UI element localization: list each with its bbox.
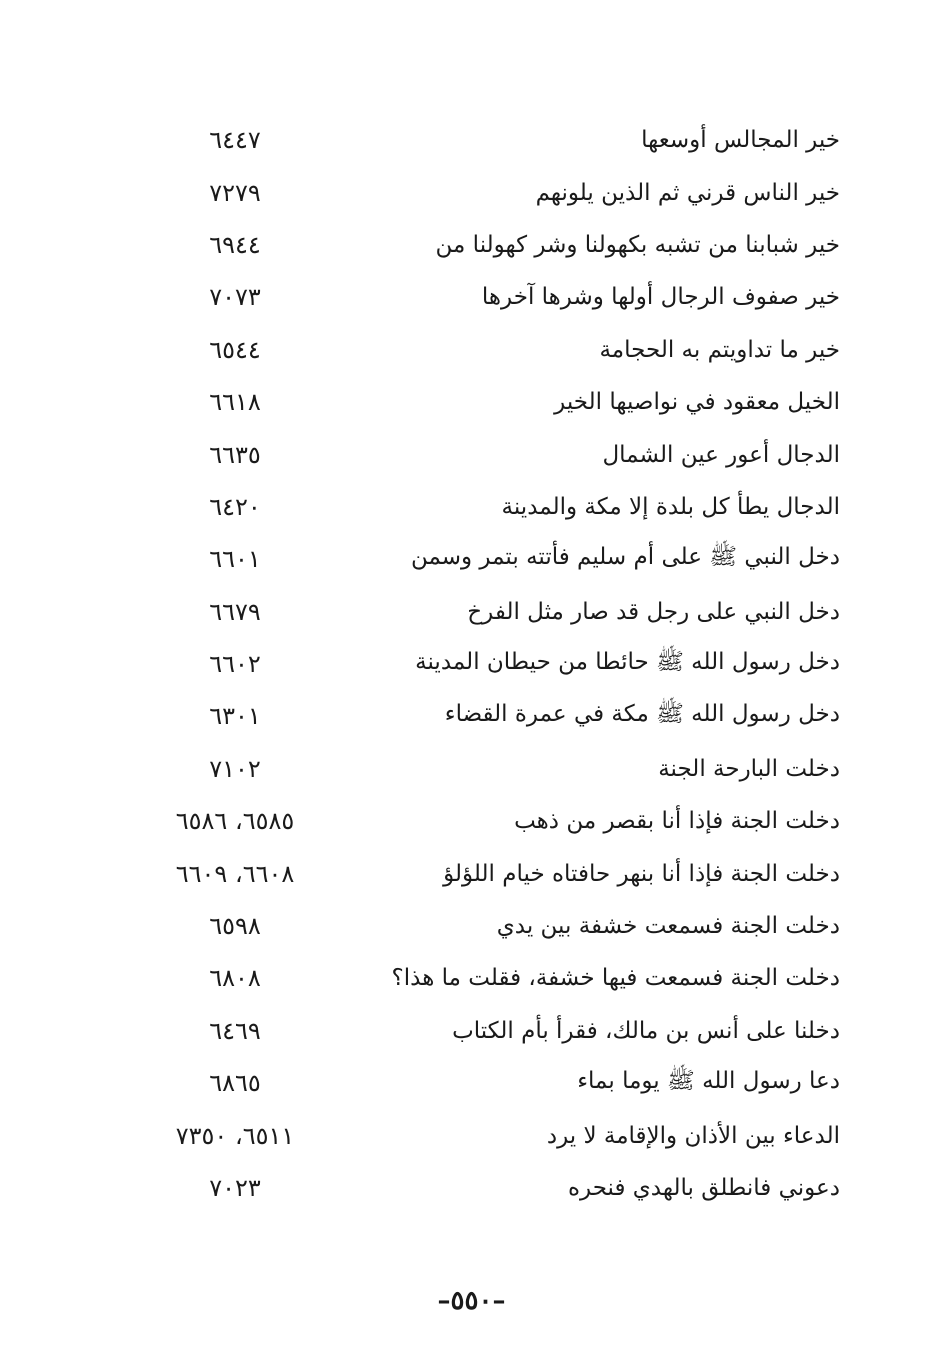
hadith-text: خير شبابنا من تشبه بكهولنا وشر كهولنا من (435, 231, 840, 258)
list-item (150, 219, 840, 271)
list-item (150, 795, 840, 847)
list-item (150, 847, 840, 899)
list-item (150, 743, 840, 795)
list-item (150, 586, 840, 638)
list-item (150, 638, 840, 690)
hadith-text: دخلت البارحة الجنة (658, 755, 840, 782)
list-item (150, 376, 840, 428)
hadith-number: ٦٥٨٥، ٦٥٨٦ (175, 807, 295, 836)
hadith-text: دخل رسول الله ﷺ حائطا من حيطان المدينة (415, 649, 840, 676)
list-item (150, 428, 840, 480)
list-item (150, 166, 840, 218)
list-item (150, 271, 840, 323)
hadith-number: ٦٥٩٨ (209, 912, 261, 941)
hadith-number: ٦٦٠٨، ٦٦٠٩ (175, 859, 295, 888)
hadith-text: دعا رسول الله ﷺ يوما بماء (577, 1068, 840, 1095)
list-item (150, 481, 840, 533)
hadith-number: ٦٦٠٢ (209, 650, 261, 679)
hadith-text: خير الناس قرني ثم الذين يلونهم (535, 179, 840, 206)
hadith-text: خير صفوف الرجال أولها وشرها آخرها (481, 284, 840, 311)
hadith-number: ٦٦١٨ (209, 388, 261, 417)
hadith-text: دخل رسول الله ﷺ مكة في عمرة القضاء (444, 701, 840, 728)
hadith-text: دخلت الجنة فإذا أنا بنهر حافتاه خيام اللؤلؤ (443, 860, 840, 887)
hadith-number: ٧٠٢٣ (209, 1174, 261, 1202)
hadith-number: ٦٤٢٠ (209, 492, 261, 521)
list-item (150, 900, 840, 952)
list-item (150, 533, 840, 585)
hadith-text: خير المجالس أوسعها (641, 127, 840, 154)
list-item (150, 1005, 840, 1057)
hadith-number: ٦٥٤٤ (209, 335, 261, 364)
list-item (150, 952, 840, 1004)
hadith-number: ٦٥١١، ٧٣٥٠ (175, 1121, 295, 1150)
hadith-number: ٦٩٤٤ (209, 230, 261, 259)
hadith-text: دخل النبي ﷺ على أم سليم فأتته بتمر وسمن (410, 544, 840, 571)
hadith-number: ٦٤٦٩ (209, 1016, 261, 1045)
hadith-number: ٦٦٠١ (209, 545, 261, 574)
hadith-text: الدعاء بين الأذان والإقامة لا يرد (546, 1122, 840, 1149)
hadith-text: خير ما تداويتم به الحجامة (599, 336, 840, 363)
hadith-number: ٦٦٣٥ (209, 440, 261, 469)
hadith-number: ٦٦٧٩ (209, 597, 261, 626)
hadith-number: ٧٠٧٣ (209, 283, 261, 312)
hadith-text: الدجال أعور عين الشمال (602, 441, 840, 468)
list-item (150, 324, 840, 376)
hadith-text: دخلت الجنة فإذا أنا بقصر من ذهب (514, 808, 840, 835)
list-item (150, 690, 840, 742)
hadith-text: دخلنا على أنس بن مالك، فقرأ بأم الكتاب (452, 1017, 840, 1044)
page-number: –٥٥٠– (437, 1286, 506, 1316)
hadith-text: الدجال يطأ كل بلدة إلا مكة والمدينة (501, 493, 840, 520)
hadith-text: دخلت الجنة فسمعت فيها خشفة، فقلت ما هذا؟ (391, 965, 840, 992)
list-item (150, 1162, 840, 1214)
hadith-number: ٧٢٧٩ (209, 178, 261, 207)
hadith-number: ٦٣٠١ (209, 702, 261, 731)
hadith-text: الخيل معقود في نواصيها الخير (554, 389, 840, 416)
list-item (150, 114, 840, 166)
hadith-number: ٦٨٠٨ (209, 964, 261, 993)
hadith-index-list (150, 114, 840, 1214)
list-item (150, 1109, 840, 1161)
hadith-text: دخلت الجنة فسمعت خشفة بين يدي (496, 913, 840, 940)
hadith-text: دخل النبي على رجل قد صار مثل الفرخ (467, 598, 840, 625)
hadith-number: ٧١٠٢ (209, 754, 261, 783)
list-item (150, 1057, 840, 1109)
hadith-number: ٦٨٦٥ (209, 1069, 261, 1098)
hadith-text: دعوني فانطلق بالهدي فنحره (567, 1175, 840, 1201)
hadith-number: ٦٤٤٧ (209, 126, 261, 155)
